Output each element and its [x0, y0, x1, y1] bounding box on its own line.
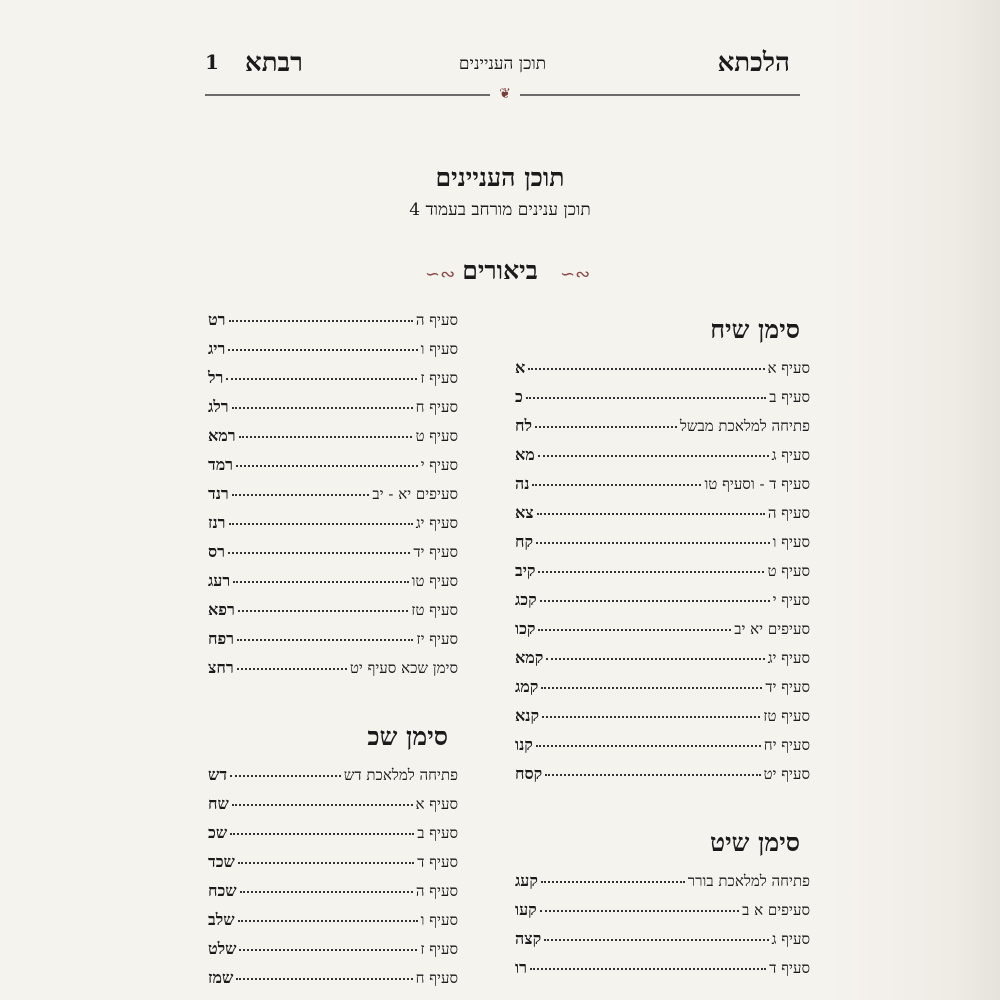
dot-leader [535, 426, 677, 428]
header-title-center: תוכן העניינים [458, 54, 547, 74]
toc-entry-label: סעיף ד - וסעיף טו [704, 475, 810, 493]
toc-entry [515, 871, 810, 900]
toc-entry [515, 561, 810, 590]
toc-entry [208, 600, 458, 629]
toc-entry [208, 426, 458, 455]
dot-leader [536, 745, 761, 747]
toc-entry [515, 619, 810, 648]
toc-entry-page: נה [515, 474, 530, 493]
chapter-heading: סימן שכ [367, 722, 448, 751]
toc-list [208, 765, 458, 997]
toc-entry [515, 706, 810, 735]
dot-leader [239, 949, 417, 951]
page-subtitle: תוכן ענינים מורחב בעמוד 4 [409, 200, 591, 220]
dot-leader [240, 891, 413, 893]
dot-leader [229, 320, 413, 322]
toc-entry [208, 968, 458, 997]
toc-entry [208, 571, 458, 600]
toc-entry-page: שח [208, 794, 229, 813]
page-number: 1 [205, 50, 219, 74]
toc-entry-page: רנד [208, 484, 229, 503]
toc-list [208, 310, 458, 687]
toc-entry-page: רפא [208, 600, 235, 619]
dot-leader [237, 639, 413, 641]
toc-entry-label: סעיף ו [772, 533, 810, 551]
header-title-right: הלכתא [717, 48, 790, 78]
toc-entry-label: סעיף י [420, 456, 458, 474]
dot-leader [538, 629, 731, 631]
toc-entry [208, 823, 458, 852]
toc-entry-page: קסח [515, 764, 543, 783]
toc-entry [515, 900, 810, 929]
toc-entry [208, 881, 458, 910]
toc-entry-label: סעיף יד [413, 543, 458, 561]
toc-entry-page: רמא [208, 426, 236, 445]
dot-leader [544, 939, 768, 941]
dot-leader [528, 368, 764, 370]
toc-entry-page: קמג [515, 677, 539, 696]
toc-entry-page: קכג [515, 590, 537, 609]
toc-entry-label: סעיף ב [769, 388, 810, 406]
dot-leader [233, 581, 408, 583]
dot-leader [230, 775, 341, 777]
dot-leader [541, 687, 762, 689]
toc-entry-label: סעיף יח [763, 736, 810, 754]
toc-column-left [208, 310, 458, 997]
toc-entry [208, 910, 458, 939]
toc-entry-label: סימן שכא סעיף יט [349, 659, 458, 677]
dot-leader [232, 494, 370, 496]
toc-entry-page: קעו [515, 900, 537, 919]
toc-entry-page: צא [515, 503, 534, 522]
toc-entry-label: סעיף א [767, 359, 810, 377]
toc-entry-page: רו [515, 958, 527, 977]
dot-leader [538, 455, 769, 457]
flourish-left-icon: ∽∾ [425, 264, 456, 285]
toc-list [515, 358, 810, 793]
toc-entry [208, 765, 458, 794]
toc-entry-page: קנא [515, 706, 540, 725]
toc-entry [515, 648, 810, 677]
dot-leader [232, 407, 413, 409]
dot-leader [229, 523, 413, 525]
toc-entry-page: שכח [208, 881, 237, 900]
dot-leader [228, 349, 417, 351]
toc-entry [515, 590, 810, 619]
toc-entry [208, 484, 458, 513]
toc-entry-page: קעג [515, 871, 538, 890]
toc-entry-page: לח [515, 416, 532, 435]
dot-leader [239, 436, 413, 438]
toc-entry-label: סעיף ח [415, 969, 458, 987]
toc-entry-label: סעיף ז [420, 940, 458, 958]
dot-leader [526, 397, 766, 399]
dot-leader [537, 513, 765, 515]
toc-entry [208, 939, 458, 968]
toc-entry-label: סעיף יג [767, 649, 810, 667]
flourish-right-icon: ∽∾ [560, 264, 591, 285]
dot-leader [232, 804, 413, 806]
dot-leader [532, 484, 701, 486]
toc-entry-label: סעיף ב [417, 824, 458, 842]
page-title: תוכן העניינים [435, 163, 565, 192]
toc-entry-label: פתיחה למלאכת מבשל [679, 417, 810, 435]
toc-entry-label: סעיף ט [415, 427, 458, 445]
dot-leader [230, 833, 414, 835]
header-ornament-icon: ❦ [490, 86, 520, 102]
dot-leader [530, 968, 766, 970]
toc-entry-page: שמז [208, 968, 234, 987]
toc-entry-label: סעיף ה [767, 504, 810, 522]
dot-leader [238, 610, 408, 612]
toc-entry [515, 929, 810, 958]
toc-entry [515, 764, 810, 793]
toc-entry-label: סעיף ג [771, 446, 810, 464]
toc-entry-label: סעיף יד [765, 678, 810, 696]
toc-entry-page: כ [515, 387, 523, 406]
toc-entry [208, 310, 458, 339]
toc-entry-page: רפח [208, 629, 235, 648]
chapter-heading: סימן שיח [710, 315, 800, 344]
toc-entry-label: סעיף ז [420, 369, 458, 387]
toc-entry-label: סעיפים יא יב [734, 620, 810, 638]
toc-entry-page: קמא [515, 648, 544, 667]
toc-entry-page: רעג [208, 571, 231, 590]
toc-entry [515, 474, 810, 503]
dot-leader [236, 465, 418, 467]
toc-entry [515, 677, 810, 706]
dot-leader [541, 881, 685, 883]
toc-entry-page: שכ [208, 823, 228, 842]
toc-entry [515, 445, 810, 474]
toc-entry-label: סעיף א [415, 795, 458, 813]
toc-entry [515, 958, 810, 987]
toc-entry-page: מא [515, 445, 535, 464]
dot-leader [228, 552, 410, 554]
toc-entry [208, 368, 458, 397]
dot-leader [536, 542, 770, 544]
toc-entry-label: סעיף ה [415, 311, 458, 329]
toc-entry [515, 735, 810, 764]
dot-leader [238, 862, 414, 864]
toc-entry-label: סעיף יט [763, 765, 810, 783]
toc-entry-page: שלב [208, 910, 235, 929]
toc-entry-page: רל [208, 368, 224, 387]
toc-entry-label: סעיפים יא - יב [372, 485, 458, 503]
dot-leader [226, 378, 417, 380]
toc-entry-page: קנו [515, 735, 533, 754]
toc-entry-page: רנז [208, 513, 226, 532]
toc-entry-page: ריג [208, 339, 226, 358]
toc-entry-page: א [515, 358, 526, 377]
toc-entry-page: דש [208, 765, 228, 784]
toc-entry-page: רס [208, 542, 225, 561]
toc-entry [208, 455, 458, 484]
toc-entry-page: רט [208, 310, 226, 329]
toc-entry-label: סעיף יג [415, 514, 458, 532]
toc-entry-label: סעיף ו [420, 911, 458, 929]
toc-list [515, 871, 810, 987]
toc-entry-page: רחצ [208, 658, 234, 677]
toc-entry [208, 658, 458, 687]
toc-entry [208, 513, 458, 542]
toc-entry-label: סעיף י [772, 591, 810, 609]
toc-entry [208, 397, 458, 426]
toc-entry-label: פתיחה למלאכת דש [343, 766, 458, 784]
dot-leader [237, 668, 347, 670]
dot-leader [545, 774, 760, 776]
dot-leader [540, 600, 770, 602]
toc-entry [208, 794, 458, 823]
toc-entry-label: סעיף ה [415, 882, 458, 900]
header-title-left: רבתא [245, 48, 303, 78]
toc-entry-label: פתיחה למלאכת בורר [687, 872, 810, 890]
toc-entry [515, 358, 810, 387]
toc-entry-label: סעיף ח [415, 398, 458, 416]
toc-entry-page: שכד [208, 852, 235, 871]
toc-entry-page: קכו [515, 619, 536, 638]
toc-entry-label: סעיף טז [763, 707, 810, 725]
dot-leader [236, 978, 412, 980]
toc-entry-label: סעיף ג [771, 930, 810, 948]
toc-entry-page: רלג [208, 397, 229, 416]
toc-entry-page: שלט [208, 939, 237, 958]
toc-entry-label: סעיף ט [767, 562, 810, 580]
toc-entry [208, 339, 458, 368]
dot-leader [238, 920, 418, 922]
toc-entry [515, 532, 810, 561]
dot-leader [542, 716, 760, 718]
toc-entry-page: רמד [208, 455, 234, 474]
chapter-heading: סימן שיט [709, 828, 800, 857]
toc-entry-label: סעיף טו [411, 572, 458, 590]
toc-entry-label: סעיף ד [417, 853, 458, 871]
toc-entry-page: קיב [515, 561, 536, 580]
toc-entry-page: קח [515, 532, 534, 551]
toc-entry-label: סעיף ד [769, 959, 810, 977]
dot-leader [540, 910, 739, 912]
toc-entry-label: סעיפים א ב [742, 901, 810, 919]
toc-entry [208, 629, 458, 658]
toc-entry-label: סעיף טז [411, 601, 458, 619]
section-title: ביאורים [462, 256, 538, 285]
toc-entry [208, 852, 458, 881]
toc-entry [208, 542, 458, 571]
toc-column-right [515, 310, 810, 987]
toc-entry-label: סעיף יז [416, 630, 458, 648]
toc-entry [515, 387, 810, 416]
dot-leader [546, 658, 764, 660]
dot-leader [538, 571, 764, 573]
toc-entry-label: סעיף ו [420, 340, 458, 358]
toc-entry [515, 416, 810, 445]
toc-entry-page: קצה [515, 929, 542, 948]
toc-entry [515, 503, 810, 532]
